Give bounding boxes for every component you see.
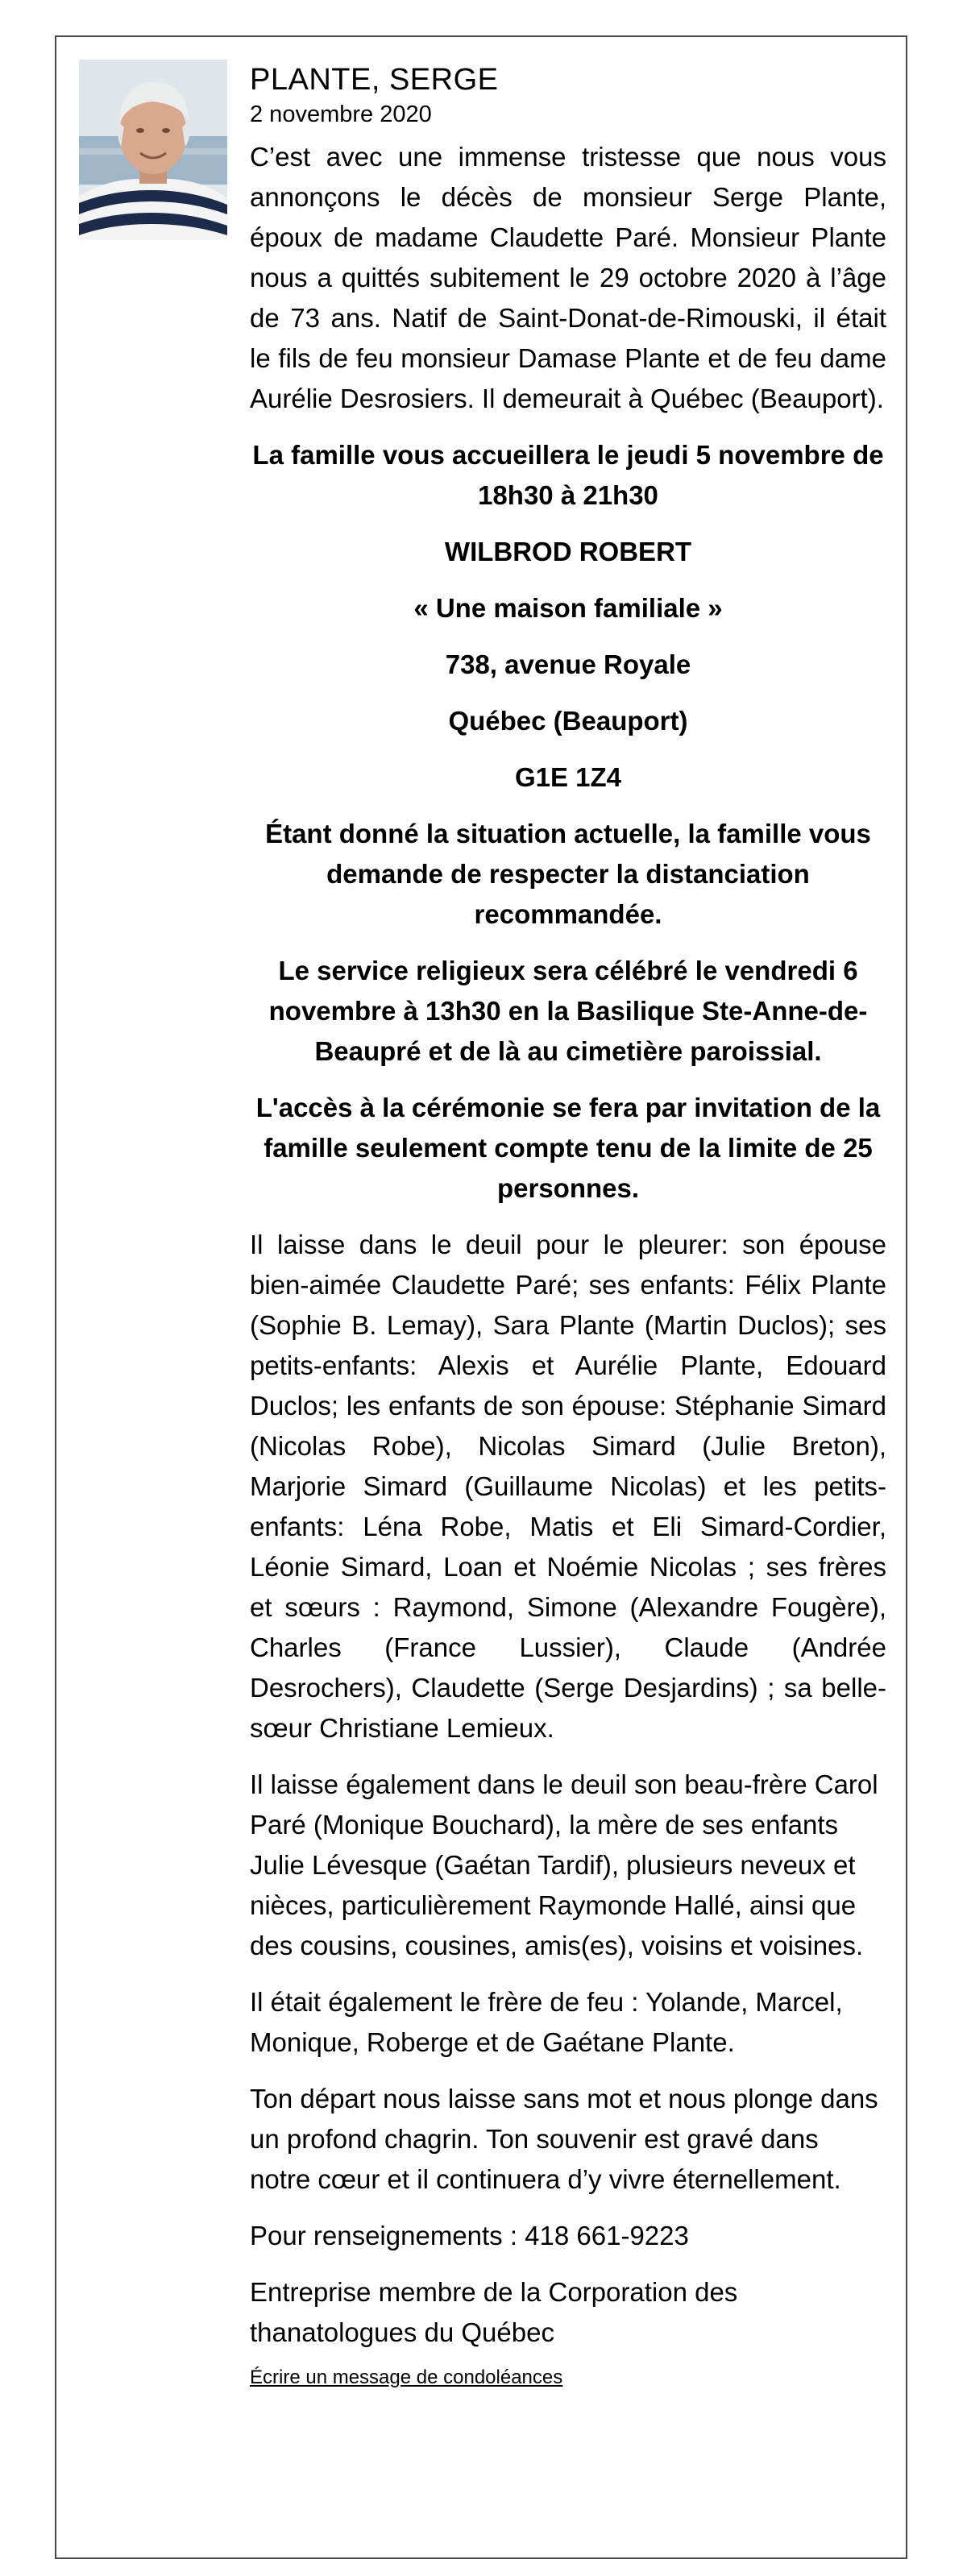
publication-date: 2 novembre 2020	[250, 102, 432, 127]
obituary-content	[250, 61, 886, 2390]
address-postal-code: G1E 1Z4	[514, 762, 622, 792]
access-notice: L'accès à la cérémonie se fera par invitation de la famille seulement compte tenu de la limite de 25 personnes.	[255, 1093, 881, 1203]
distancing-notice: Étant donné la situation actuelle, la famille vous demande de respecter la distanciation recommandée.	[265, 819, 871, 929]
predeceased-paragraph: Il était également le frère de feu : Yolande, Marcel, Monique, Roberge et de Gaétane Plante.	[250, 1987, 843, 2057]
contact-info: Pour renseignements : 418 661-9223	[250, 2221, 689, 2250]
deceased-name: PLANTE, SERGE	[250, 63, 499, 97]
funeral-home-name: WILBROD ROBERT	[444, 537, 692, 566]
survivors-paragraph: Il laisse dans le deuil pour le pleurer: son épouse bien-aimée Claudette Paré; ses enfants: Félix Plante (Sophie B. Lemay), Sara Plante (Martin Duclos); ses petits-enfants: Alexis et Aurélie Plante, Edouard Duclos; les enfants de son épouse: Stéphanie Simard (Nicolas Robe), Nicolas Simard (Julie Breton), Marjorie Simard (Guillaume Nicolas) et les petits-enfants: Léna Robe, Matis et Eli Simard-Cordier, Léonie Simard, Loan et Noémie Nicolas ; ses frères et sœurs : Raymond, Simone (Alexandre Fougère), Charles (France Lussier), Claude (Andrée Desrochers), Claudette (Serge Desjardins) ; sa belle-sœur Christiane Lemieux.	[250, 1230, 886, 1743]
also-survived-paragraph: Il laisse également dans le deuil son beau-frère Carol Paré (Monique Bouchard), la mère de ses enfants Julie Lévesque (Gaétan Tardif), plusieurs neveux et nièces, particulièrement Raymonde Hallé, ainsi que des cousins, cousines, amis(es), voisins et voisines.	[250, 1769, 878, 1960]
address-city: Québec (Beauport)	[448, 706, 688, 736]
obituary-card	[55, 35, 907, 2559]
portrait-photo	[79, 60, 227, 240]
intro-paragraph: C’est avec une immense tristesse que nous vous annonçons le décès de monsieur Serge Plante, époux de madame Claudette Paré. Monsieur Plante nous a quittés subitement le 29 octobre 2020 à l’âge de 73 ans. Natif de Saint-Donat-de-Rimouski, il était le fils de feu monsieur Damase Plante et de feu dame Aurélie Desrosiers. Il demeurait à Québec (Beauport).	[250, 142, 886, 413]
funeral-home-slogan: « Une maison familiale »	[413, 593, 723, 623]
condolences-link[interactable]: Écrire un message de condoléances	[250, 2367, 563, 2388]
service-info: Le service religieux sera célébré le vendredi 6 novembre à 13h30 en la Basilique Ste-Anne-de-Beaupré et de là au cimetière paroissial.	[268, 956, 868, 1066]
farewell-paragraph: Ton départ nous laisse sans mot et nous plonge dans un profond chagrin. Ton souvenir est gravé dans notre cœur et il continuera d’y vivre éternellement.	[250, 2084, 878, 2194]
visitation-info: La famille vous accueillera le jeudi 5 novembre de 18h30 à 21h30	[252, 440, 884, 510]
portrait-image	[79, 60, 227, 240]
member-notice: Entreprise membre de la Corporation des thanatologues du Québec	[250, 2277, 738, 2347]
address-street: 738, avenue Royale	[445, 649, 691, 679]
